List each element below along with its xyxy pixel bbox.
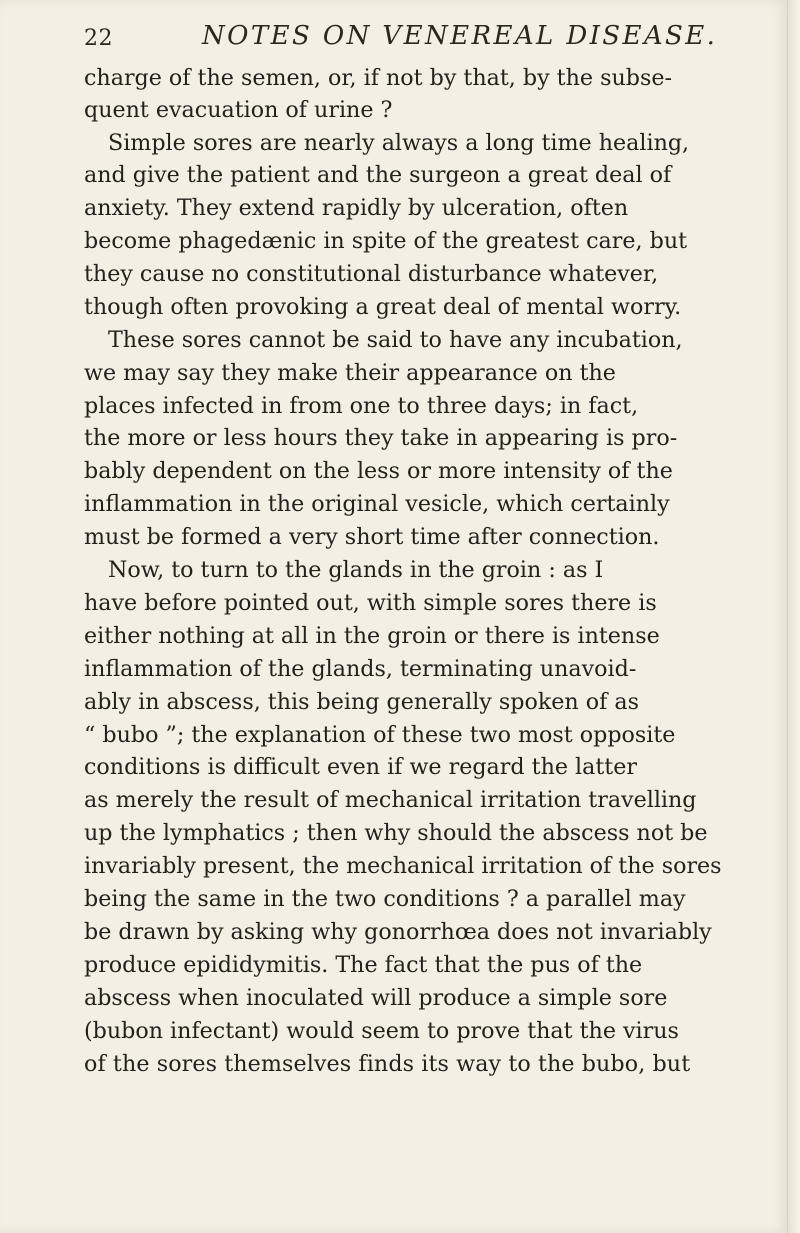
- text-line: be drawn by asking why gonorrhœa does not invariably: [84, 919, 712, 945]
- text-line: inflammation in the original vesicle, which certainly: [84, 491, 670, 517]
- text-line: must be formed a very short time after connection.: [84, 524, 660, 550]
- text-line: Simple sores are nearly always a long time healing,: [108, 130, 690, 156]
- text-line: have before pointed out, with simple sores there is: [84, 590, 657, 616]
- text-line: as merely the result of mechanical irritation travelling: [84, 787, 697, 813]
- text-line: (bubon infectant) would seem to prove that the virus: [84, 1018, 679, 1044]
- text-line: up the lymphatics ; then why should the abscess not be: [84, 820, 708, 846]
- text-line: inflammation of the glands, terminating unavoid-: [84, 656, 637, 682]
- text-line: produce epididymitis. The fact that the pus of the: [84, 952, 643, 978]
- text-line: either nothing at all in the groin or there is intense: [84, 623, 660, 649]
- running-head: NOTES ON VENEREAL DISEASE.: [202, 21, 718, 51]
- text-line: Now, to turn to the glands in the groin : as I: [108, 557, 604, 583]
- text-line: invariably present, the mechanical irritation of the sores: [84, 853, 722, 879]
- text-line: and give the patient and the surgeon a great deal of: [84, 162, 672, 188]
- text-line: we may say they make their appearance on the: [84, 360, 616, 386]
- text-line: anxiety. They extend rapidly by ulceration, often: [84, 195, 629, 221]
- text-line: conditions is difficult even if we regard the latter: [84, 754, 637, 780]
- text-line: become phagedænic in spite of the greatest care, but: [84, 228, 688, 254]
- text-line: the more or less hours they take in appearing is pro-: [84, 425, 678, 451]
- text-line: abscess when inoculated will produce a simple sore: [84, 985, 668, 1011]
- text-line: they cause no constitutional disturbance whatever,: [84, 261, 659, 287]
- text-line: of the sores themselves finds its way to the bubo, but: [84, 1051, 691, 1077]
- text-line: though often provoking a great deal of mental worry.: [84, 294, 682, 320]
- page-number: 22: [84, 26, 113, 51]
- text-line: charge of the semen, or, if not by that, by the subse-: [84, 65, 672, 91]
- text-line: quent evacuation of urine ?: [84, 97, 393, 123]
- text-line: These sores cannot be said to have any incubation,: [108, 327, 683, 353]
- text-line: places infected in from one to three days; in fact,: [84, 393, 639, 419]
- text-line: ably in abscess, this being generally spoken of as: [84, 689, 639, 715]
- text-line: being the same in the two conditions ? a parallel may: [84, 886, 686, 912]
- text-line: “ bubo ”; the explanation of these two most opposite: [84, 722, 676, 748]
- text-line: bably dependent on the less or more intensity of the: [84, 458, 673, 484]
